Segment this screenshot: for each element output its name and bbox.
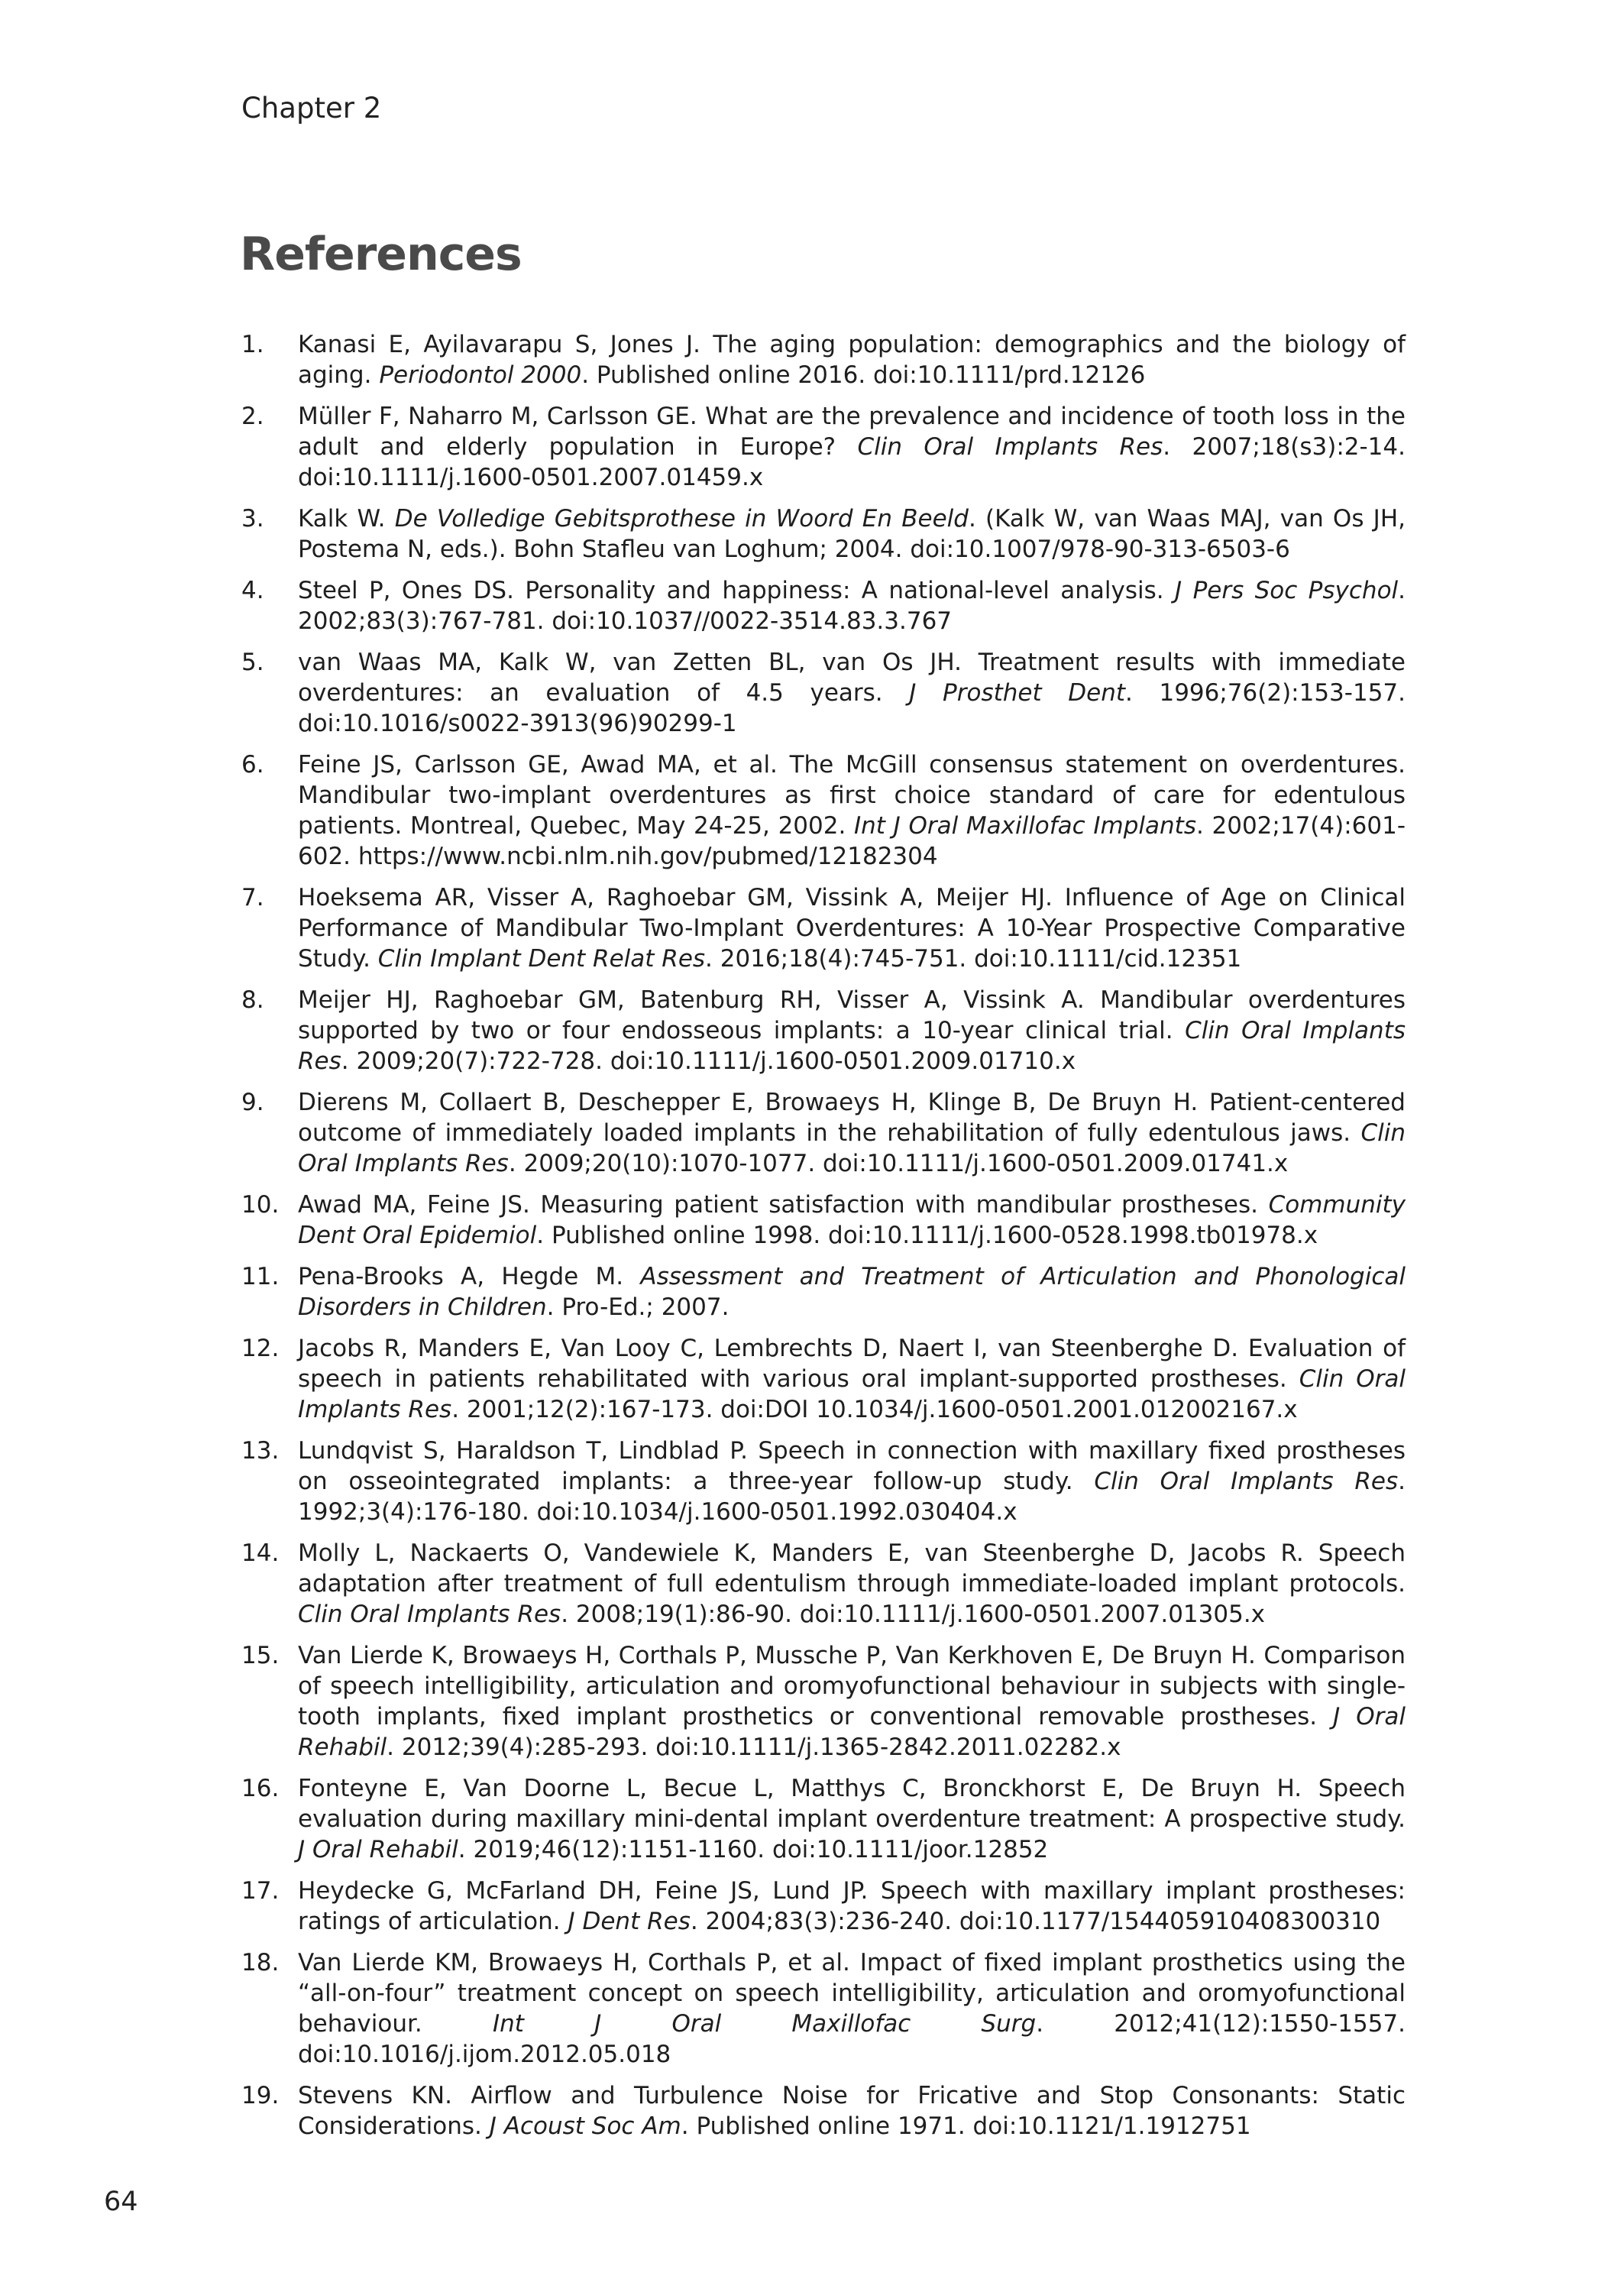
- section-title: References: [240, 228, 522, 281]
- reference-details: . 2004;83(3):236-240. doi:10.1177/154405910408300310: [690, 1908, 1381, 1935]
- reference-details: . 2009;20(10):1070-1077. doi:10.1111/j.1600-0501.2009.01741.x: [508, 1150, 1289, 1177]
- reference-details: . Pro-Ed.; 2007.: [546, 1293, 730, 1321]
- reference-journal: J Oral Rehabil: [298, 1836, 458, 1863]
- reference-details: . Published online 1971. doi:10.1121/1.1912751: [681, 2112, 1251, 2140]
- reference-journal: Int J Oral Maxillofac Surg: [492, 2010, 1037, 2038]
- reference-details: . 1992;3(4):176-180. doi:10.1034/j.1600-0501.1992.030404.x: [298, 1468, 1406, 1526]
- chapter-header: Chapter 2: [241, 92, 382, 125]
- reference-item: [241, 1436, 1406, 1527]
- reference-details: . 1996;76(2):153-157. doi:10.1016/s0022-3913(96)90299-1: [298, 679, 1406, 737]
- reference-authors-title: Lundqvist S, Haraldson T, Lindblad P. Speech in connection with maxillary fixed prostheses on osseointegrated implants: a three-year follow-up study.: [298, 1437, 1406, 1495]
- reference-authors-title: Müller F, Naharro M, Carlsson GE. What are the prevalence and incidence of tooth loss in the adult and elderly population in Europe?: [298, 403, 1406, 461]
- reference-text: [298, 1538, 1406, 1630]
- reference-journal: J Acoust Soc Am: [489, 2112, 681, 2140]
- reference-authors-title: Kalk W.: [298, 505, 395, 533]
- reference-text: [298, 1947, 1406, 2070]
- reference-authors-title: Steel P, Ones DS. Personality and happiness: A national-level analysis.: [298, 577, 1176, 604]
- reference-details: . 2001;12(2):167-173. doi:DOI 10.1034/j.1600-0501.2001.012002167.x: [451, 1396, 1298, 1423]
- reference-journal: Clin Oral Implants Res: [857, 433, 1163, 461]
- reference-item: [241, 2080, 1406, 2141]
- reference-authors-title: Fonteyne E, Van Doorne L, Becue L, Matthys C, Bronckhorst E, De Bruyn H. Speech evaluation during maxillary mini-dental implant overdenture treatment: A prospective study.: [298, 1775, 1406, 1833]
- reference-journal: Assessment and Treatment of Articulation and Phonological Disorders in Children: [298, 1263, 1406, 1321]
- reference-item: [241, 401, 1406, 493]
- reference-number: 8.: [241, 986, 264, 1014]
- reference-number: 14.: [241, 1539, 280, 1567]
- reference-text: [298, 1436, 1406, 1527]
- reference-details: . 2007;18(s3):2-14. doi:10.1111/j.1600-0501.2007.01459.x: [298, 433, 1406, 491]
- reference-number: 10.: [241, 1191, 280, 1219]
- reference-details: . 2012;41(12):1550-1557. doi:10.1016/j.ijom.2012.05.018: [298, 2010, 1406, 2068]
- reference-number: 18.: [241, 1949, 280, 1976]
- reference-text: [298, 647, 1406, 739]
- reference-text: [298, 1190, 1406, 1251]
- reference-authors-title: Heydecke G, McFarland DH, Feine JS, Lund JP. Speech with maxillary implant prostheses: ratings of articulation.: [298, 1877, 1406, 1935]
- reference-text: [298, 401, 1406, 493]
- reference-journal: Clin Oral Implants Res: [298, 1601, 561, 1628]
- reference-authors-title: Jacobs R, Manders E, Van Looy C, Lembrechts D, Naert I, van Steenberghe D. Evaluation of speech in patients rehabilitated with various oral implant-supported prostheses.: [298, 1335, 1406, 1393]
- reference-number: 5.: [241, 649, 264, 676]
- reference-journal: J Dent Res: [568, 1908, 691, 1935]
- reference-authors-title: Pena-Brooks A, Hegde M.: [298, 1263, 641, 1290]
- reference-text: [298, 985, 1406, 1076]
- reference-authors-title: Kanasi E, Ayilavarapu S, Jones J. The aging population: demographics and the biology of aging.: [298, 331, 1406, 389]
- reference-text: [298, 2080, 1406, 2141]
- reference-authors-title: Van Lierde K, Browaeys H, Corthals P, Mussche P, Van Kerkhoven E, De Bruyn H. Comparison of speech intelligibility, articulation and oromyofunctional behaviour in subjects with single-tooth implants, fixed implant prosthetics or conventional removable prostheses.: [298, 1642, 1406, 1730]
- reference-item: [241, 1087, 1406, 1179]
- reference-journal: Periodontol 2000: [379, 361, 582, 389]
- reference-text: [298, 1261, 1406, 1322]
- reference-item: [241, 1538, 1406, 1630]
- reference-details: . Published online 2016. doi:10.1111/prd.12126: [581, 361, 1146, 389]
- reference-details: . 2019;46(12):1151-1160. doi:10.1111/joor.12852: [458, 1836, 1049, 1863]
- reference-item: [241, 1876, 1406, 1937]
- reference-list: [241, 329, 1406, 2152]
- page-number: 64: [104, 2187, 138, 2217]
- reference-text: [298, 503, 1406, 565]
- reference-number: 4.: [241, 577, 264, 604]
- reference-authors-title: Van Lierde KM, Browaeys H, Corthals P, et al. Impact of fixed implant prosthetics using the “all-on-four” treatment concept on speech intelligibility, articulation and oromyofunctional behaviour.: [298, 1949, 1406, 2038]
- reference-number: 6.: [241, 751, 264, 779]
- reference-item: [241, 1190, 1406, 1251]
- reference-number: 3.: [241, 505, 264, 533]
- reference-number: 16.: [241, 1775, 280, 1802]
- reference-item: [241, 647, 1406, 739]
- reference-details: . 2002;17(4):601-602. https://www.ncbi.nlm.nih.gov/pubmed/12182304: [298, 812, 1406, 870]
- reference-number: 7.: [241, 884, 264, 911]
- reference-journal: Clin Oral Implants Res: [298, 1017, 1406, 1075]
- reference-text: [298, 1333, 1406, 1425]
- reference-item: [241, 1773, 1406, 1865]
- reference-item: [241, 1333, 1406, 1425]
- reference-journal: Community Dent Oral Epidemiol: [298, 1191, 1406, 1249]
- reference-details: . Published online 1998. doi:10.1111/j.1600-0528.1998.tb01978.x: [536, 1222, 1318, 1249]
- reference-item: [241, 1947, 1406, 2070]
- reference-number: 17.: [241, 1877, 280, 1905]
- reference-details: . 2012;39(4):285-293. doi:10.1111/j.1365-2842.2011.02282.x: [387, 1734, 1121, 1761]
- reference-item: [241, 1261, 1406, 1322]
- reference-authors-title: Meijer HJ, Raghoebar GM, Batenburg RH, Visser A, Vissink A. Mandibular overdentures supported by two or four endosseous implants: a 10-year clinical trial.: [298, 986, 1406, 1044]
- reference-item: [241, 749, 1406, 872]
- reference-journal: Clin Implant Dent Relat Res: [377, 945, 706, 973]
- reference-item: [241, 1640, 1406, 1763]
- reference-number: 15.: [241, 1642, 280, 1669]
- reference-item: [241, 575, 1406, 636]
- reference-number: 19.: [241, 2082, 280, 2109]
- reference-journal: J Prosthet Dent: [909, 679, 1125, 707]
- reference-number: 2.: [241, 403, 264, 430]
- reference-item: [241, 329, 1406, 390]
- reference-number: 12.: [241, 1335, 280, 1362]
- reference-number: 11.: [241, 1263, 280, 1290]
- reference-text: [298, 329, 1406, 390]
- reference-text: [298, 575, 1406, 636]
- reference-journal: Int J Oral Maxillofac Implants: [854, 812, 1196, 840]
- reference-authors-title: van Waas MA, Kalk W, van Zetten BL, van Os JH. Treatment results with immediate overdentures: an evaluation of 4.5 years.: [298, 649, 1406, 707]
- reference-journal: Clin Oral Implants Res: [298, 1365, 1406, 1423]
- reference-details: . 2016;18(4):745-751. doi:10.1111/cid.12351: [705, 945, 1242, 973]
- reference-text: [298, 1773, 1406, 1865]
- reference-item: [241, 882, 1406, 974]
- reference-authors-title: Stevens KN. Airflow and Turbulence Noise for Fricative and Stop Consonants: Static Considerations.: [298, 2082, 1406, 2140]
- reference-details: . (Kalk W, van Waas MAJ, van Os JH, Postema N, eds.). Bohn Stafleu van Loghum; 2004. doi:10.1007/978-90-313-6503-6: [298, 505, 1406, 563]
- reference-number: 9.: [241, 1089, 264, 1116]
- reference-authors-title: Hoeksema AR, Visser A, Raghoebar GM, Vissink A, Meijer HJ. Influence of Age on Clinical Performance of Mandibular Two-Implant Overdentures: A 10-Year Prospective Comparative Study.: [298, 884, 1406, 973]
- reference-authors-title: Awad MA, Feine JS. Measuring patient satisfaction with mandibular prostheses.: [298, 1191, 1269, 1219]
- reference-text: [298, 1640, 1406, 1763]
- reference-journal: De Volledige Gebitsprothese in Woord En Beeld: [394, 505, 969, 533]
- reference-journal: J Oral Rehabil: [298, 1703, 1406, 1761]
- reference-number: 1.: [241, 331, 264, 358]
- reference-details: . 2008;19(1):86-90. doi:10.1111/j.1600-0501.2007.01305.x: [561, 1601, 1266, 1628]
- reference-text: [298, 1087, 1406, 1179]
- reference-item: [241, 985, 1406, 1076]
- reference-authors-title: Molly L, Nackaerts O, Vandewiele K, Manders E, van Steenberghe D, Jacobs R. Speech adaptation after treatment of full edentulism through immediate-loaded implant protocols.: [298, 1539, 1406, 1598]
- reference-details: . 2002;83(3):767-781. doi:10.1037//0022-3514.83.3.767: [298, 577, 1406, 635]
- reference-item: [241, 503, 1406, 565]
- reference-text: [298, 749, 1406, 872]
- reference-number: 13.: [241, 1437, 280, 1465]
- reference-details: . 2009;20(7):722-728. doi:10.1111/j.1600-0501.2009.01710.x: [341, 1047, 1076, 1075]
- reference-authors-title: Dierens M, Collaert B, Deschepper E, Browaeys H, Klinge B, De Bruyn H. Patient-centered outcome of immediately loaded implants in the rehabilitation of fully edentulous jaws.: [298, 1089, 1406, 1147]
- reference-text: [298, 1876, 1406, 1937]
- reference-journal: Clin Oral Implants Res: [298, 1119, 1406, 1177]
- reference-authors-title: Feine JS, Carlsson GE, Awad MA, et al. The McGill consensus statement on overdentures. Mandibular two-implant overdentures as first choice standard of care for edentulous patients. Montreal, Quebec, May 24-25, 2002.: [298, 751, 1406, 840]
- reference-text: [298, 882, 1406, 974]
- reference-journal: Clin Oral Implants Res: [1094, 1468, 1399, 1495]
- reference-journal: J Pers Soc Psychol: [1175, 577, 1399, 604]
